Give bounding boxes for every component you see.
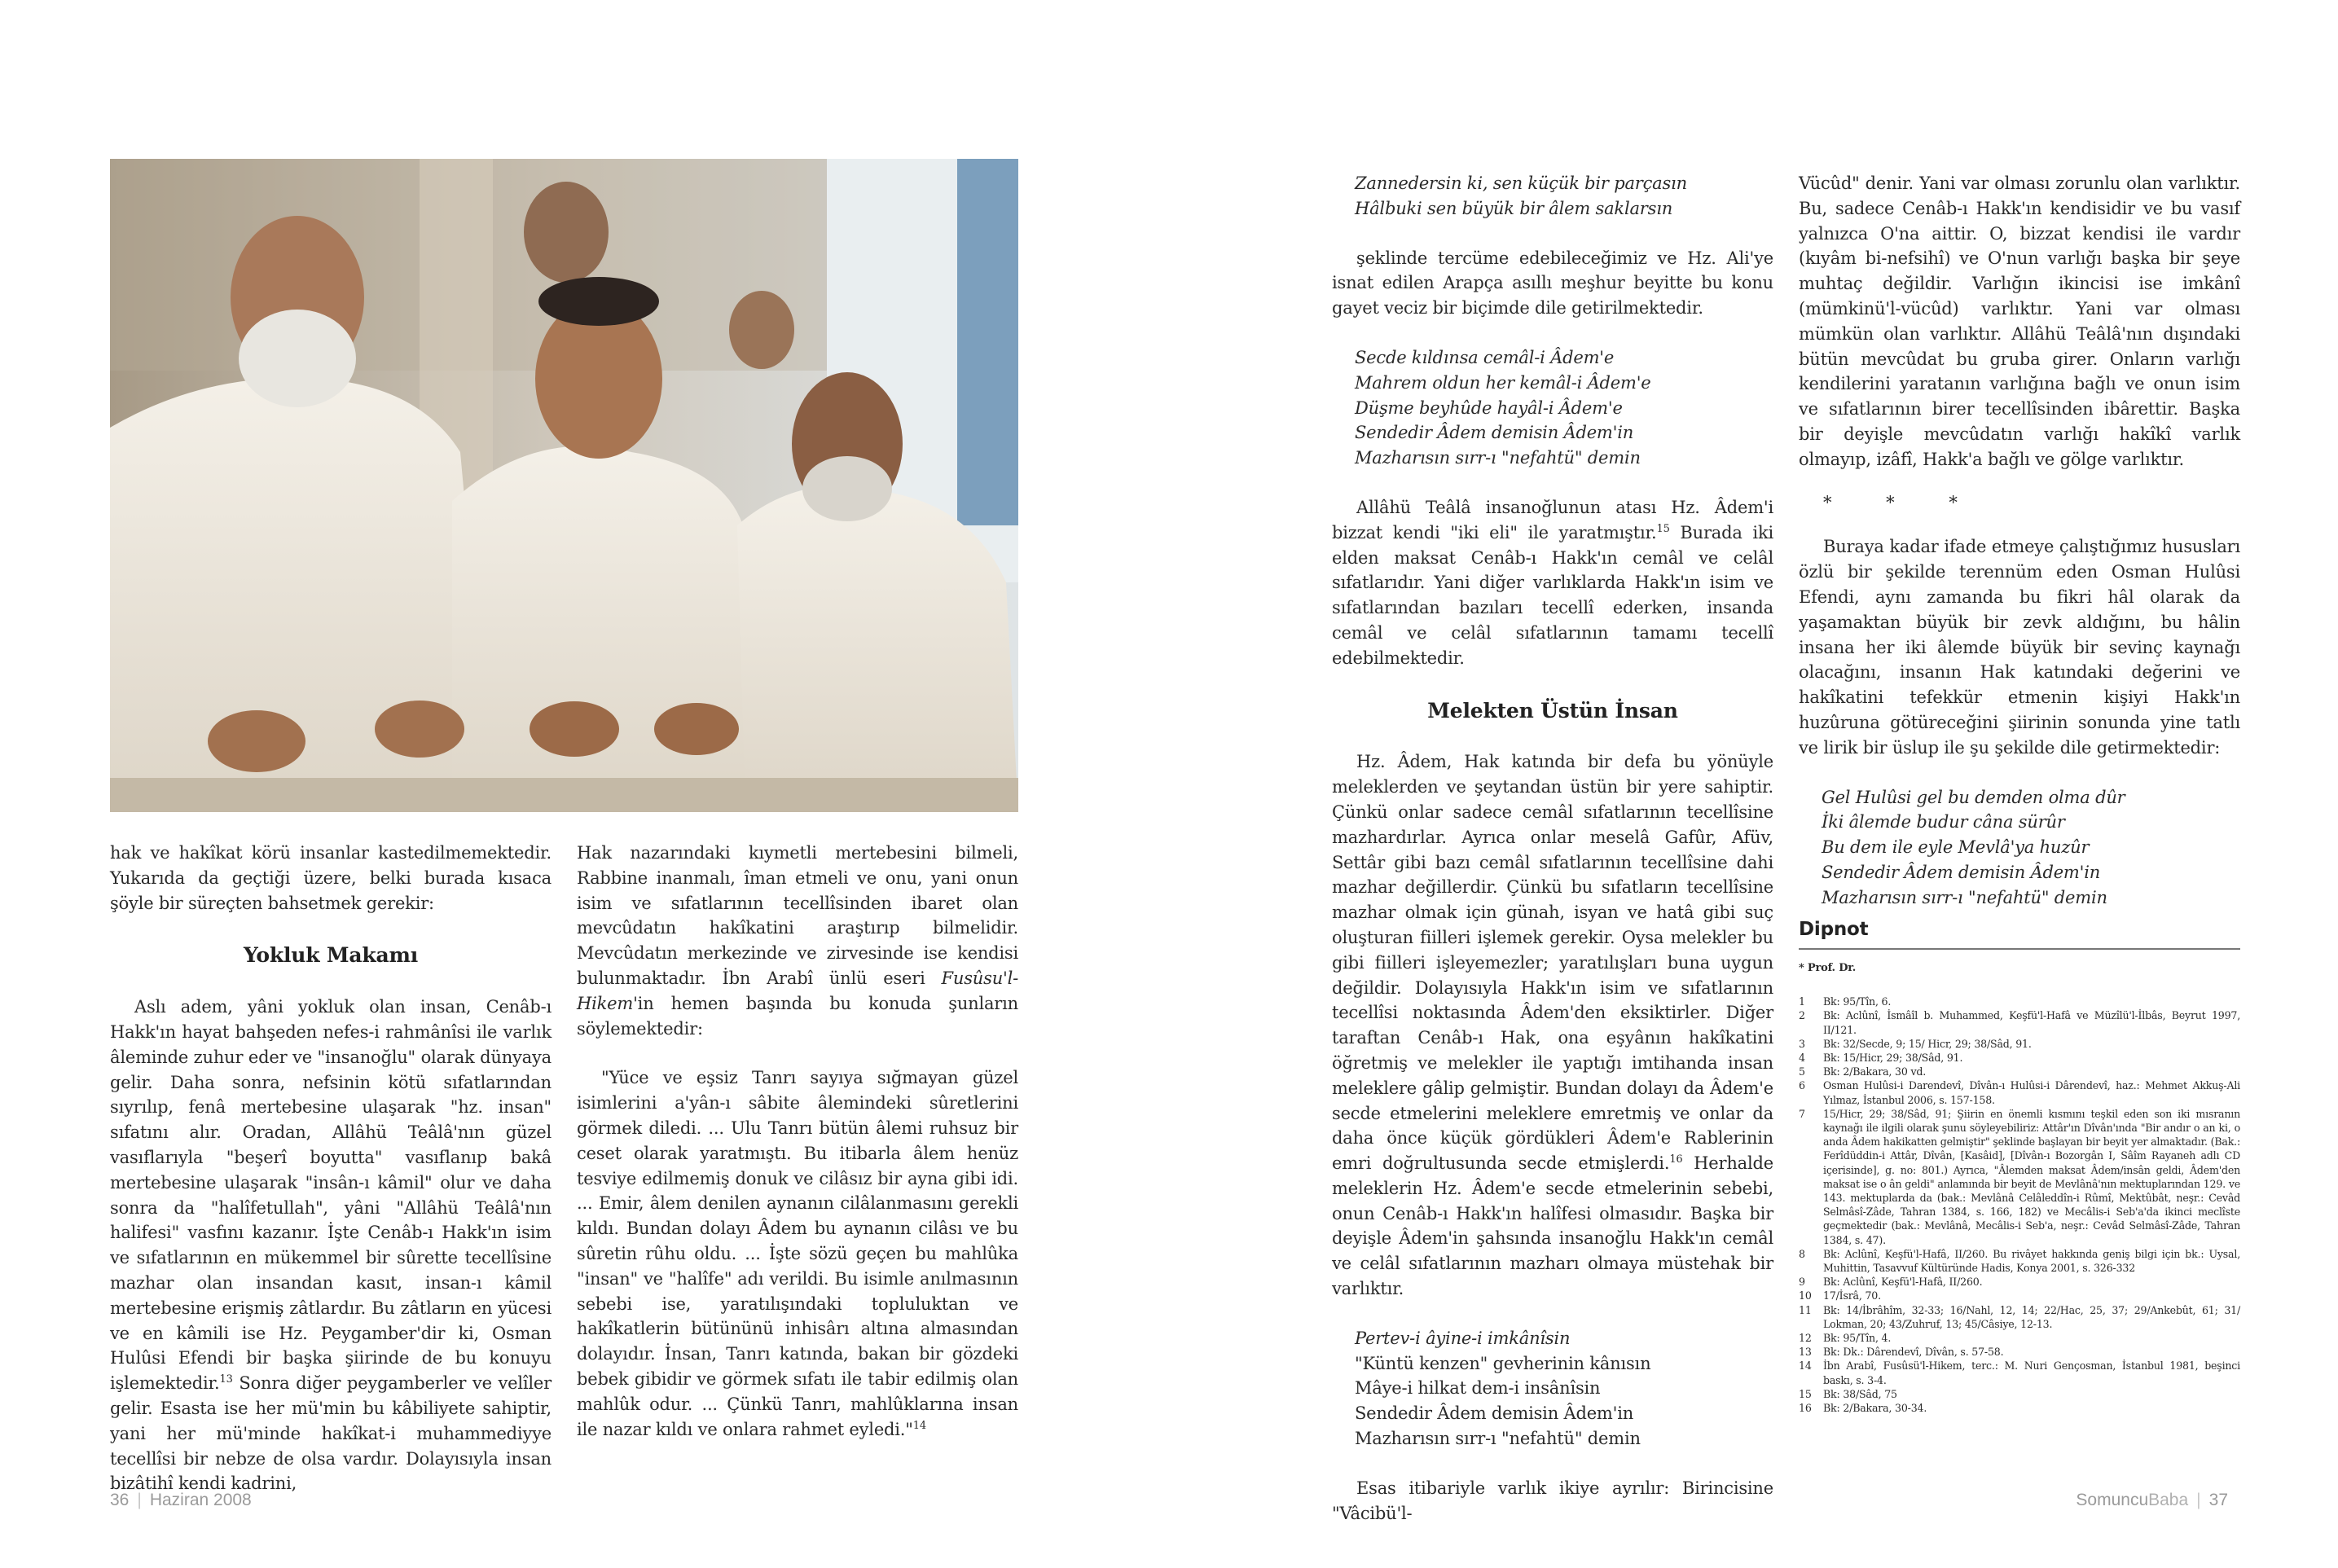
section-title-yokluk: Yokluk Makamı [243,943,419,968]
footnote-item [1799,1247,2240,1275]
poem-line: Bu dem ile eyle Mevlâ'ya huzûr [1822,837,2090,858]
poem-line: İki âlemde budur câna sürûr [1822,812,2065,832]
footnote-item [1799,1289,2240,1302]
footnote-number: 9 [1799,1276,1805,1289]
photo-image [110,159,1018,812]
footnote-text: Bk: 15/Hicr, 29; 38/Sâd, 91. [1823,1051,1963,1064]
footnote-ref-16[interactable]: 16 [1669,1153,1683,1166]
footnotes-heading: Dipnot [1799,917,2240,951]
footnote-number: 6 [1799,1079,1805,1092]
footnote-number: 13 [1799,1346,1812,1359]
book-title-fusus: Fusûsu'l-Hikem [577,968,1018,1013]
poem-line: Hâlbuki sen büyük bir âlem saklarsın [1355,198,1673,218]
paragraph-6: Buraya kadar ifade etmeye çalıştığımız hususları özlü bir şekilde terennüm eden Osman Hulûsi Efendi, aynı zamanda bu fikri hâl olarak da yaşamaktan büyük bir zevk aldığını, bu hâlin insana her iki âlemde büyük bir sevinç kaynağı olacağını, insanın Hak katındaki değerini ve hakîkatini tefekkür etmenin kişiyi Hakk'ın huzûruna götüreceğini şiirinin sonunda yine tatlı ve lirik bir üslup ile şu şekilde dile getirmektedir: [1799,537,2240,758]
body-text-a: Hak nazarındaki kıymetli mertebesini bilmeli, Rabbine inanmalı, îman etmeli ve onu, yani onun isim ve sıfatlarının tecellîsinden ibaret olan mevcûdatın hakîkatini araştırıp bilmelidir. Mevcûdatın merkezinde ve zirvesinde ise kendisi bulunmaktadır. İbn Arabî ünlü eseri [577,843,1018,988]
paragraph-3b: Herhalde meleklerin Hz. Âdem'e secde etmelerinin sebebi, onun Cenâb-ı Hakk'ın halîfesi olmasıdır. Başka bir deyişle Âdem'in şahsında insanoğlu Hakk'ın cemâl ve celâl sıfatlarının mazharı olmaya müstehak bir varlıktır. [1332,1153,1773,1299]
footnote-text: Bk: 2/Bakara, 30-34. [1823,1402,1927,1414]
footnote-text: Bk: 14/İbrâhîm, 32-33; 16/Nahl, 12, 14; 22/Hac, 25, 37; 29/Ankebût, 61; 31/ Lokman, 20; 43/Zuhruf, 13; 45/Câsiye, 12-13. [1823,1303,2240,1330]
right-page [1169,0,2338,1568]
footnote-number: 11 [1799,1303,1812,1316]
footnote-number: 4 [1799,1051,1805,1064]
poem-line: Sendedir Âdem demisin Âdem'in [1355,1403,1634,1424]
quote-text: "Yüce ve eşsiz Tanrı sayıya sığmayan güzel isimlerini a'yân-ı sâbite âlemindeki sûretlerini görmek diledi. ... Ulu Tanrı bütün âlemi ruhsuz bir ceset olarak yaratmıştı. Bu itibarla âlem henüz tesviye edilmemiş donuk ve cilâsız bir ayna gibi idi. ... Emir, âlem denilen aynanın cilâlanmasını gerekli kıldı. Bundan dolayı Âdem bu aynanın cilâsı ve bu sûretin rûhu oldu. ... İşte sözü geçen bu mahlûka "insan" ve "halîfe" adı verildi. Bu isimle anılmasının sebebi ise, yaratılışındaki topluluktan ve hakîkatlerin bütününü inhisârı altına almasından dolayıdır. İnsan, Tanrı katında, bakan bir gözdeki bebek gibidir ve görmek sıfatı ile tabir edilmiş olan mahlûk odur. ... Çünkü Tanrı, mahlûklarına insan ile nazar kıldı ve onlara rahmet eyledi." [577,1068,1018,1439]
footnote-item [1799,1387,2240,1401]
footer-right: SomuncuBaba | 37 [2076,1491,2228,1509]
body-text-end: Sonra diğer peygamberler ve velîler gelir. Esasta ise her mü'min bu kâbiliyete sahiptir, yani her mü'minde hakîkat-i muhammediyye tecellîsi bir nebze de olsa vardır. Dolayısıyla insan bizâtihî kendi kadrini, [110,1373,552,1494]
poem-line: Sendedir Âdem demisin Âdem'in [1355,423,1634,443]
section-title-melekten: Melekten Üstün İnsan [1427,698,1678,723]
issue-date: Haziran 2008 [149,1491,252,1509]
footnote-ref-14[interactable]: 14 [912,1419,926,1432]
footnote-number: 7 [1799,1107,1805,1120]
poem-line: Mâye-i hilkat dem-i insânîsin [1355,1378,1601,1399]
paragraph-2b: Burada iki elden maksat Cenâb-ı Hakk'ın cemâl ve celâl sıfatlarıdır. Yani diğer varlıklarda Hakk'ın isim ve sıfatlarından bazıları tecellî ederken, insanda cemâl ve celâl sıfatlarının tamamı tecellî edebilmektedir. [1332,522,1773,668]
intro-paragraph: hak ve hakîkat körü insanlar kastedilmemektedir. Yukarıda da geçtiği üzere, belki burada kısaca şöyle bir süreçten bahsetmek gerekir: [110,843,552,913]
footnote-number: 3 [1799,1037,1805,1050]
footnote-item [1799,1107,2240,1247]
footnote-text: Bk: 38/Sâd, 75 [1823,1387,1897,1400]
footnote-number: 1 [1799,995,1805,1008]
footnote-text: Bk: Aclûnî, Keşfü'l-Hafâ, II/260. [1823,1276,1983,1289]
footnote-text: Bk: 32/Secde, 9; 15/ Hicr, 29; 38/Sâd, 91. [1823,1037,2032,1050]
brand-name [2076,1491,2188,1509]
footnote-number: 16 [1799,1402,1812,1414]
paragraph-2a: Allâhü Teâlâ insanoğlunun atası Hz. Âdem'i bizzat kendi "iki eli" ile yaratmıştır. [1332,497,1773,542]
brand-part-a: Somuncu [2076,1491,2149,1509]
poem-line: Mazharısın sırr-ı "nefahtü" demin [1355,1429,1641,1449]
left-column-1 [110,841,552,1496]
footnote-number: 5 [1799,1065,1805,1078]
paragraph-1: şeklinde tercüme edebileceğimiz ve Hz. Ali'ye isnat edilen Arapça asıllı meşhur beyitte bu konu gayet veciz bir biçimde dile getirilmektedir. [1332,248,1773,318]
quote-paragraph [577,1065,1018,1442]
footnote-text: Bk: Aclûnî, Keşfü'l-Hafâ, II/260. Bu rivâyet hakkında geniş bilgi için bk.: Uysal, Muhittin, Tasavvuf Kültüründe Hadis, Konya 2001, s. 326-332 [1823,1247,2240,1274]
poem-line: Gel Hulûsi gel bu demden olma dûr [1822,787,2125,807]
poem-line: Secde kıldınsa cemâl-i Âdem'e [1355,347,1615,367]
paragraph-5: Vücûd" denir. Yani var olması zorunlu olan varlıktır. Bu, sadece Cenâb-ı Hakk'ın kendisidir ve bu vasıf yalnızca O'na aittir. O, bizzat kendisi ile vardır (kıyâm bi-nefsihî) ve O'nun varlığı başka bir şeye muhtaç değildir. Varlığın ikincisi ise imkânî (mümkinü'l-vücûd) varlıktır. Yani var olması mümkün olan varlıktır. Allâhü Teâlâ'nın dışındaki bütün mevcûdat bu gruba girer. Onların varlığı kendilerini yaratanın varlığına bağlı ve onun isim ve sıfatlarının birer tecellîsinden ibârettir. Başka bir deyişle mevcûdatın varlığı hakîkî varlık olmayıp, izâfî, Hakk'a bağlı ve gölge varlıktır. [1799,173,2240,469]
footnote-text: Bk: 95/Tîn, 4. [1823,1331,1892,1344]
footnote-item [1799,1065,2240,1078]
poem-3 [1332,1326,1773,1452]
body-text: Aslı adem, yâni yokluk olan insan, Cenâb-ı Hakk'ın hayat bahşeden nefes-i rahmânîsi ile varlık âleminde zuhur eder ve "insanoğlu" olarak dünyaya gelir. Daha sonra, nefsinin kötü sıfatlarından sıyrılıp, fenâ mertebesine ulaşarak "hz. insan" sıfatını alır. Oradan, Allâhü Teâlâ'nın güzel vasıflarıyla "beşerî boyutta" vasıflanıp bakâ mertebesine ulaşarak "insân-ı kâmil" olur ve daha sonra da "halîfetullah", yâni "Allâhü Teâlâ'nın halifesi" vasfını kazanır. İşte Cenâb-ı Hakk'ın isim ve sıfatlarının en mükemmel bir sûrette tecellîsine mazhar olan insandan kasıt, insan-ı kâmil mertebesine erişmiş zâtlardır. Bu zâtların en yücesi ve en kâmili ise Hz. Peygamber'dir ki, Osman Hulûsi Efendi bir başka şiirinde de bu konuyu işlemektedir. [110,997,552,1394]
poem-line: Mazharısın sırr-ı "nefahtü" demin [1822,887,2107,907]
footnote-item [1799,1345,2240,1359]
page-number-left: 36 [110,1491,130,1509]
poem-2 [1332,345,1773,471]
footnote-text: Bk: Aclûnî, İsmâîl b. Muhammed, Keşfü'l-Hafâ ve Müzîlü'l-İlbâs, Beyrut 1997, II/121. [1823,1009,2240,1036]
poem-line: "Küntü kenzen" gevherinin kânısın [1355,1353,1651,1373]
footnote-ref-13[interactable]: 13 [219,1373,233,1386]
footnote-number: 12 [1799,1331,1812,1344]
poem-line: Düşme beyhûde hayâl-i Âdem'e [1355,397,1623,418]
photo-pilgrims [110,159,1018,812]
footnote-item [1799,1359,2240,1386]
poem-line: Mahrem oldun her kemâl-i Âdem'e [1355,372,1651,393]
paragraph-2 [1332,495,1773,671]
poem-line: Sendedir Âdem demisin Âdem'in [1822,862,2101,882]
footnote-ref-15[interactable]: 15 [1656,522,1670,535]
footnote-item [1799,1008,2240,1036]
right-column-1 [1332,171,1773,1526]
footnote-item [1799,1275,2240,1289]
author-note: * Prof. Dr. [1799,962,1857,975]
right-column-2 [1799,171,2240,1415]
footnote-text: 15/Hicr, 29; 38/Sâd, 91; Şiirin en önemli kısmını teşkil eden son iki mısranın kaynağı ile ilgili olarak şunu söyleyebiliriz: Attâr'ın Dîvân'ında "Bir andır o an ki, o anda Âdem hakikatten gelmiştir" şeklinde başlayan bir beyit yer almaktadır. (Bak.: Ferîdüddin-i Attâr, Dîvân, [Kasâid], [Dîvân-ı Bozorgân I, Sâîm Rayaneh adlı CD içerisinde], g. no: 801.) Ayrıca, "Âlemden maksat Âdem/insân geldi, Âdem'den maksat ise o ân geldi" anlamında bir beyit de Mevlânâ'nın mektuplarından 129. ve 143. mektuplarda da (bak.: Mevlânâ Celâleddîn-i Rûmî, Mektûbât, neşr.: Cevâd Selmâsî-Zâde, Tahran 1384, s. 166, 182) ve Mecâlis-i Seb'a'da ikinci meclîste geçmektedir (bak.: Mevlânâ, Mecâlis-i Seb'a, neşr.: Cevâd Selmâsî-Zâde, Tahran 1384, s. 47). [1823,1107,2240,1246]
footnote-item [1799,1331,2240,1345]
footnote-text: Bk: 95/Tîn, 6. [1823,995,1892,1008]
footnote-item [1799,1037,2240,1051]
section-separator: * * * [1823,492,1982,512]
footnote-text: Bk: Dk.: Dârendevî, Dîvân, s. 57-58. [1823,1346,2004,1359]
left-column-2 [577,841,1018,1442]
poem-4 [1799,785,2240,911]
footnote-number: 2 [1799,1009,1805,1022]
body-text-b: 'in hemen başında bu konuda şunların söylemektedir: [577,993,1018,1039]
footnote-text: Bk: 2/Bakara, 30 vd. [1823,1065,1927,1078]
page-number-right: 37 [2208,1491,2228,1509]
footnote-number: 14 [1799,1359,1812,1373]
poem-line: Mazharısın sırr-ı "nefahtü" demin [1355,448,1641,468]
paragraph-4: Esas itibariyle varlık ikiye ayrılır: Birincisine "Vâcibü'l- [1332,1478,1773,1523]
footnote-text: Osman Hulûsi-i Darendevî, Dîvân-ı Hulûsi-i Dârendevî, haz.: Mehmet Akkuş-Ali Yılmaz, İstanbul 2006, s. 157-158. [1823,1079,2240,1106]
brand-part-b: Baba [2148,1491,2189,1509]
footnotes-list [1799,995,2240,1415]
paragraph-3a: Hz. Âdem, Hak katında bir defa bu yönüyle meleklerden ve şeytandan üstün bir yere sahiptir. Çünkü onlar sadece cemâl sıfatlarının tecellîsine mazhardırlar. Ayrıca onlar meselâ Gafûr, Afüv, Settâr gibi bazı cemâl sıfatlarının tecellîsine dahi mazhar değillerdir. Çünkü bu sıfatların tecellîsine mazhar olmak için günah, isyan ve hatâ gibi suç oluşturan fiilleri işlemek gerekir. Oysa melekler bu gibi fiilleri işleyemezler; yaratılışları buna uygun değildir. Dolayısıyla Hakk'ın isim ve sıfatlarının tecellîsi noktasında Âdem'den eksiktirler. Diğer taraftan Cenâb-ı Hak, ona eşyânın hakîkatini öğretmiş ve melekler ile yaptığı imtihanda insan meleklere gâlip gelmiştir. Bundan dolayı da Âdem'e secde etmelerini meleklere emretmiş ve onlar da daha önce küçük gördükleri Âdem'e Rablerinin emri doğrultusunda secde etmişlerdi. [1332,752,1773,1174]
poem-line: Pertev-i âyine-i imkânîsin [1355,1328,1571,1348]
footnote-text: İbn Arabî, Fusûsü'l-Hikem, terc.: M. Nuri Gençosman, İstanbul 1981, beşinci baskı, s. 3-4. [1823,1359,2240,1386]
footnote-text: 17/İsrâ, 70. [1823,1289,1881,1302]
body-paragraph [110,995,552,1496]
footnote-number: 8 [1799,1247,1805,1260]
poem-1 [1332,171,1773,222]
footnote-number: 10 [1799,1289,1812,1302]
footnote-number: 15 [1799,1387,1812,1400]
poem-line: Zannedersin ki, sen küçük bir parçasın [1355,173,1687,193]
footnote-item [1799,1401,2240,1415]
footnote-item [1799,1078,2240,1106]
footnote-item [1799,1303,2240,1331]
footer-left: 36 | Haziran 2008 [110,1491,252,1509]
body-paragraph-2 [577,841,1018,1041]
footnote-item [1799,1051,2240,1065]
paragraph-3 [1332,749,1773,1302]
footnote-item [1799,995,2240,1008]
